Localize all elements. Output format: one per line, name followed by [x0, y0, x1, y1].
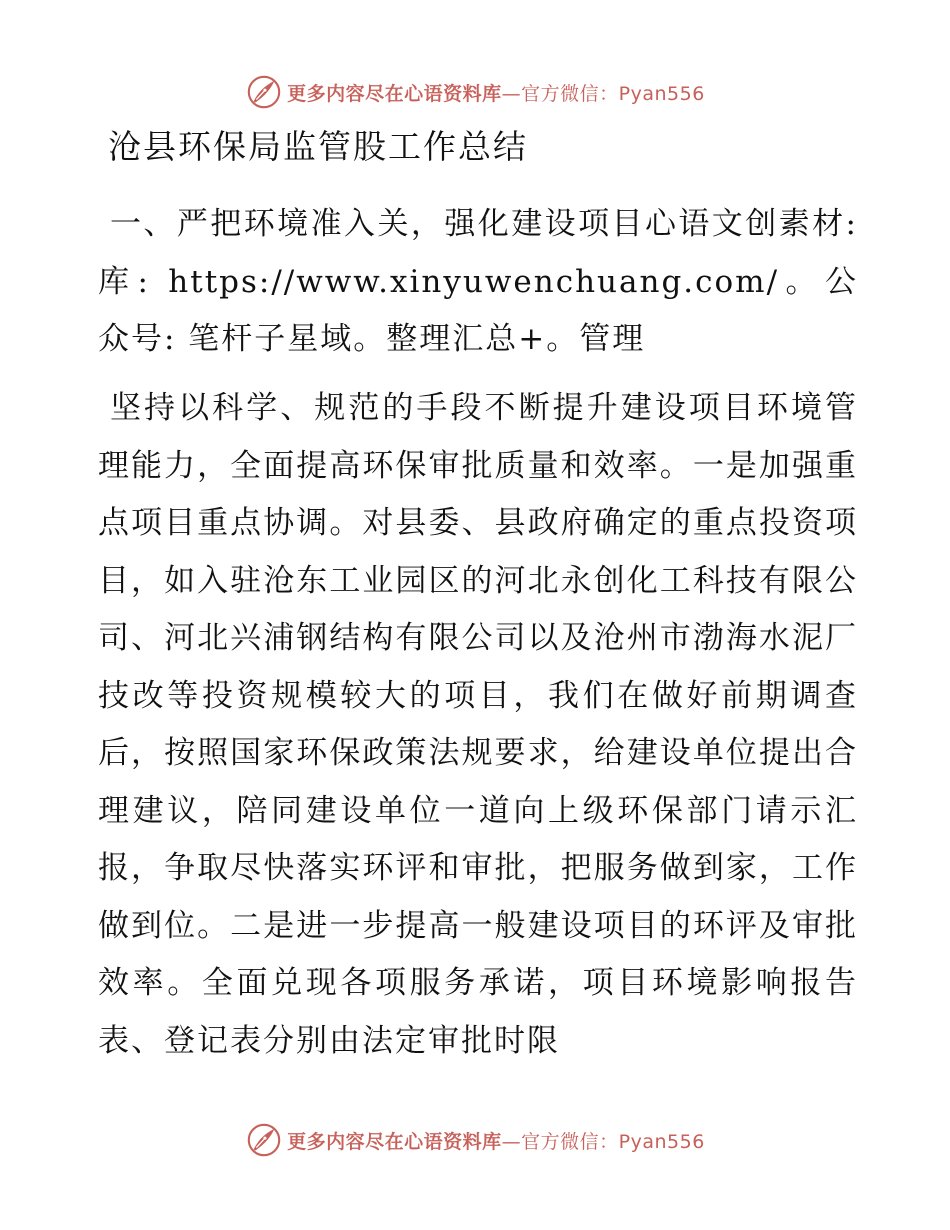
footer-banner: [0, 1118, 950, 1162]
header-banner-text: [287, 79, 705, 106]
document-title: 沧县环保局监管股工作总结: [108, 127, 528, 166]
footer-banner-separator: —: [501, 1130, 522, 1153]
pen-nib-logo-icon: [245, 1121, 283, 1159]
header-banner-main: 更多内容尽在心语资料库: [287, 82, 502, 105]
section-heading-paragraph: 一、严把环境准入关，强化建设项目心语文创素材:库: https://www.xinyuwenchuang.com/。公众号: 笔杆子星域。整理汇总+。管理: [98, 206, 858, 357]
pen-nib-logo-icon: [245, 73, 283, 111]
footer-banner-main: 更多内容尽在心语资料库: [287, 1130, 502, 1153]
header-banner-wechat: 官方微信：Pyan556: [521, 82, 705, 105]
header-banner: [0, 70, 950, 114]
header-banner-separator: —: [501, 82, 522, 105]
body-paragraph: 坚持以科学、规范的手段不断提升建设项目环境管理能力，全面提高环保审批质量和效率。一是加强重点项目重点协调。对县委、县政府确定的重点投资项目，如入驻沧东工业园区的河北永创化工科技有限公司、河北兴浦钢结构有限公司以及沧州市渤海水泥厂技改等投资规模较大的项目，我们在做好前期调查后，按照国家环保政策法规要求，给建设单位提出合理建议，陪同建设单位一道向上级环保部门请示汇报，争取尽快落实环评和审批，把服务做到家，工作做到位。二是进一步提高一般建设项目的环评及审批效率。全面兑现各项服务承诺，项目环境影响报告表、登记表分别由法定审批时限: [98, 390, 858, 1059]
footer-banner-text: [287, 1127, 705, 1154]
footer-banner-wechat: 官方微信：Pyan556: [521, 1130, 705, 1153]
